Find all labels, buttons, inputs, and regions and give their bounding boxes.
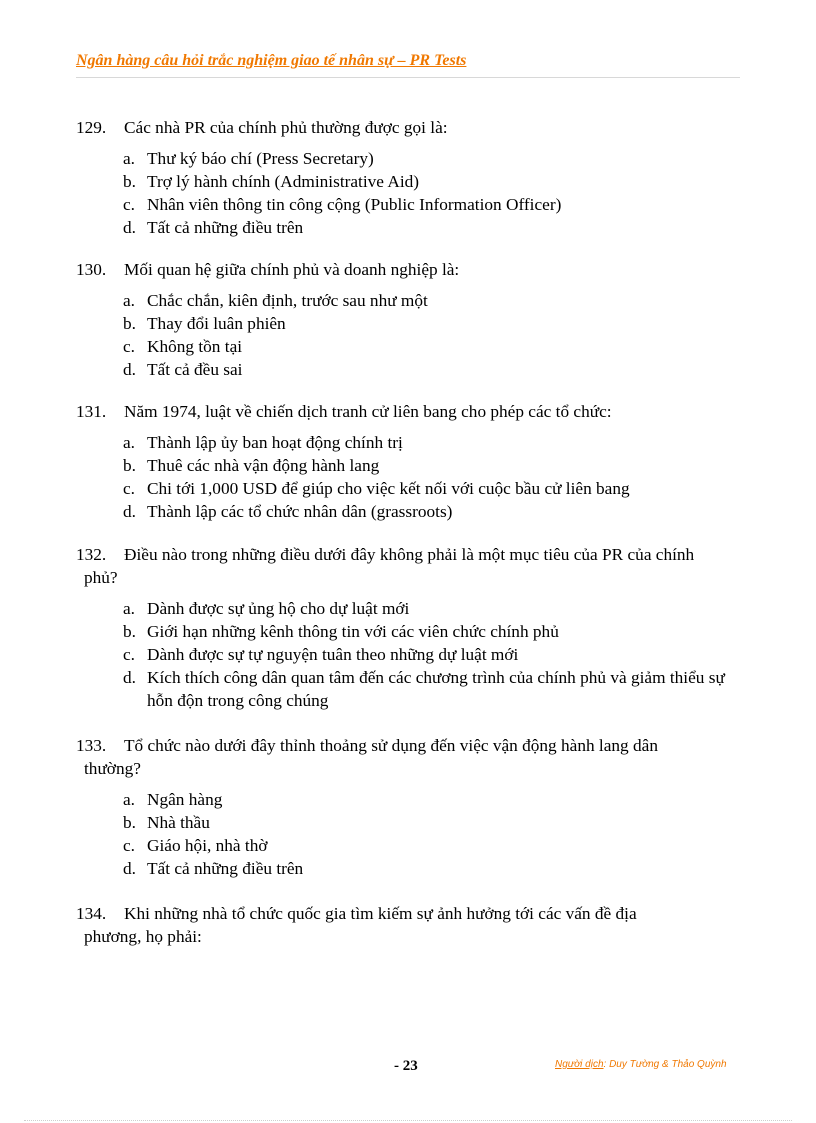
option-text: Thành lập ủy ban hoạt động chính trị [147, 433, 403, 452]
answer-option [76, 597, 746, 620]
option-letter: b. [123, 622, 136, 641]
answer-option [76, 477, 746, 500]
answer-option [76, 216, 746, 239]
option-letter: b. [123, 456, 136, 475]
option-text: Giáo hội, nhà thờ [147, 836, 268, 855]
question-130 [76, 258, 746, 381]
translator-label: Người dịch [555, 1059, 604, 1070]
answer-option [76, 834, 746, 857]
answer-option [76, 358, 746, 381]
answer-options [76, 147, 746, 239]
question-132 [76, 543, 746, 712]
option-text: Chắc chắn, kiên định, trước sau như một [147, 291, 428, 310]
option-letter: d. [123, 859, 136, 878]
answer-option [76, 335, 746, 358]
option-text: Kích thích công dân quan tâm đến các chương trình của chính phủ và giảm thiểu sự hỗn độn trong công chúng [147, 668, 725, 710]
option-letter: d. [123, 502, 136, 521]
option-text: Thư ký báo chí (Press Secretary) [147, 149, 374, 168]
option-text: Tất cả đều sai [147, 360, 243, 379]
option-letter: c. [123, 337, 135, 356]
question-text: Các nhà PR của chính phủ thường được gọi là: [124, 118, 448, 137]
answer-option [76, 500, 746, 523]
answer-option [76, 312, 746, 335]
option-letter: d. [123, 360, 136, 379]
option-text: Nhân viên thông tin công cộng (Public Information Officer) [147, 195, 562, 214]
question-129 [76, 116, 746, 239]
page-bottom-divider [24, 1120, 792, 1121]
question-text: Mối quan hệ giữa chính phủ và doanh nghiệp là: [124, 260, 460, 279]
answer-option [76, 666, 746, 712]
option-letter: a. [123, 149, 135, 168]
option-text: Giới hạn những kênh thông tin với các viên chức chính phủ [147, 622, 559, 641]
translator-names: : Duy Tường & Thảo Quỳnh [603, 1059, 727, 1070]
option-text: Tất cả những điều trên [147, 859, 304, 878]
option-text: Dành được sự ủng hộ cho dự luật mới [147, 599, 410, 618]
question-133 [76, 734, 746, 880]
question-number: 131. [76, 402, 107, 421]
header-divider [76, 77, 740, 78]
answer-option [76, 170, 746, 193]
option-letter: c. [123, 645, 135, 664]
answer-option [76, 857, 746, 880]
option-letter: b. [123, 172, 136, 191]
answer-option [76, 147, 746, 170]
question-text: Điều nào trong những điều dưới đây không phải là một mục tiêu của PR của chính [124, 545, 695, 564]
answer-option [76, 193, 746, 216]
option-text: Chi tới 1,000 USD để giúp cho việc kết nối với cuộc bầu cử liên bang [147, 479, 630, 498]
question-134 [76, 902, 746, 948]
question-text-continued: phương, họ phải: [84, 927, 202, 946]
option-letter: a. [123, 433, 135, 452]
option-letter: c. [123, 479, 135, 498]
option-text: Tất cả những điều trên [147, 218, 304, 237]
answer-options [76, 597, 746, 712]
option-text: Nhà thầu [147, 813, 210, 832]
question-number: 134. [76, 904, 107, 923]
answer-options [76, 289, 746, 381]
option-text: Thành lập các tổ chức nhân dân (grassroots) [147, 502, 453, 521]
question-text: Khi những nhà tổ chức quốc gia tìm kiếm sự ảnh hưởng tới các vấn đề địa [124, 904, 637, 923]
option-text: Thuê các nhà vận động hành lang [147, 456, 380, 475]
page-number: - 23 [394, 1058, 418, 1074]
option-text: Trợ lý hành chính (Administrative Aid) [147, 172, 420, 191]
answer-option [76, 431, 746, 454]
answer-option [76, 620, 746, 643]
option-letter: b. [123, 314, 136, 333]
question-list [76, 116, 746, 967]
answer-options [76, 431, 746, 523]
answer-option [76, 643, 746, 666]
option-text: Thay đổi luân phiên [147, 314, 286, 333]
question-number: 132. [76, 545, 107, 564]
question-text: Tổ chức nào dưới đây thỉnh thoảng sử dụng đến việc vận động hành lang dân [124, 736, 658, 755]
question-text-continued: phủ? [84, 568, 118, 587]
answer-option [76, 454, 746, 477]
answer-option [76, 289, 746, 312]
option-letter: c. [123, 195, 135, 214]
translator-credit [555, 1059, 727, 1070]
option-letter: a. [123, 599, 135, 618]
answer-option [76, 811, 746, 834]
option-letter: d. [123, 218, 136, 237]
question-text: Năm 1974, luật về chiến dịch tranh cử liên bang cho phép các tổ chức: [124, 402, 612, 421]
option-letter: a. [123, 790, 135, 809]
option-letter: b. [123, 813, 136, 832]
answer-options [76, 788, 746, 880]
answer-option [76, 788, 746, 811]
option-letter: c. [123, 836, 135, 855]
question-131 [76, 400, 746, 523]
option-text: Dành được sự tự nguyện tuân theo những dự luật mới [147, 645, 519, 664]
option-text: Ngân hàng [147, 790, 223, 809]
option-letter: d. [123, 668, 136, 687]
option-letter: a. [123, 291, 135, 310]
option-text: Không tồn tại [147, 337, 243, 356]
question-number: 133. [76, 736, 107, 755]
question-number: 130. [76, 260, 107, 279]
question-text-continued: thường? [84, 759, 141, 778]
question-number: 129. [76, 118, 107, 137]
document-header-title: Ngân hàng câu hỏi trắc nghiệm giao tế nhân sự – PR Tests [76, 52, 467, 69]
